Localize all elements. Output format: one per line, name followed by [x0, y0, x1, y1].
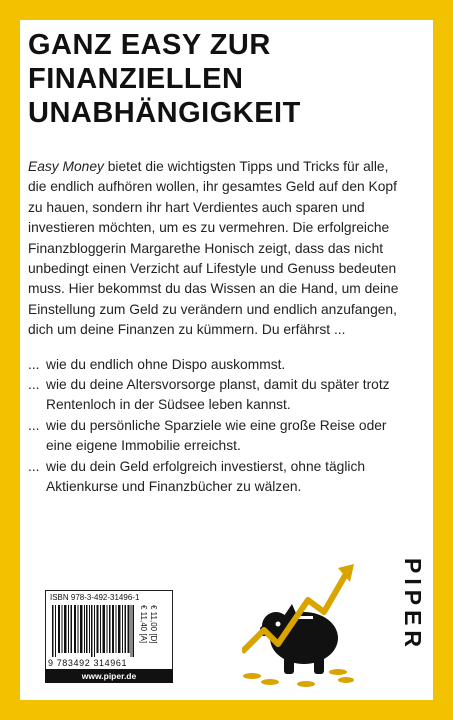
list-item — [28, 355, 403, 375]
intro-paragraph — [28, 157, 403, 341]
price-austria: € 11,40 [A] — [139, 605, 148, 644]
headline-line-2: FINANZIELLEN — [28, 63, 244, 95]
price-germany: € 11,00 [D] — [149, 605, 158, 644]
price-block — [138, 605, 168, 657]
list-item — [28, 416, 403, 457]
piggy-bank-arrow-icon — [242, 560, 360, 688]
barcode-bars — [52, 605, 134, 657]
publisher-logo — [400, 558, 434, 688]
barcode-number: 9 783492 314961 — [48, 658, 128, 668]
cover-headline — [28, 28, 398, 130]
list-item — [28, 375, 403, 416]
bullet-text: wie du endlich ohne Dispo auskommst. — [46, 356, 286, 372]
bullet-marker: ... — [28, 458, 40, 474]
bullet-text: wie du persönliche Sparziele wie eine große Reise oder eine eigene Immobilie erreichst. — [46, 417, 387, 454]
bullet-marker: ... — [28, 377, 40, 393]
headline-line-1: GANZ EASY ZUR — [28, 29, 271, 61]
book-title: Easy Money — [28, 159, 104, 174]
list-item — [28, 457, 403, 498]
blurb — [28, 157, 403, 498]
isbn-text: ISBN 978-3-492-31496-1 — [50, 593, 140, 602]
intro-text: bietet die wichtigsten Tipps und Tricks für alle, die endlich aufhören wollen, ihr gesamtes Geld auf den Kopf zu hauen, sondern ihr hart Verdientes auch sparen und investieren möchten, um es zu vermehren. Die erfolgreiche Finanzbloggerin Margarethe Honisch zeigt, dass das nicht unbedingt einen Verzicht auf Lifestyle und Genuss bedeuten muss. Hier bekommst du das Wissen an die Hand, um deine Einstellung zum Geld zu verändern und endlich anzufangen, dich um deine Finanzen zu kümmern. Du erfährst ... — [28, 159, 399, 338]
publisher-name: PIPER — [400, 558, 426, 653]
bullet-text: wie du dein Geld erfolgreich investierst, ohne täglich Aktienkurse und Finanzbücher zu wälzen. — [46, 458, 366, 495]
bullet-marker: ... — [28, 356, 40, 372]
headline-line-3: UNABHÄNGIGKEIT — [28, 97, 301, 129]
bullet-list — [28, 355, 403, 498]
publisher-website[interactable]: www.piper.de — [45, 669, 173, 683]
bullet-marker: ... — [28, 417, 40, 433]
bullet-text: wie du deine Altersvorsorge planst, damit du später trotz Rentenloch in der Südsee leben kannst. — [46, 377, 390, 413]
